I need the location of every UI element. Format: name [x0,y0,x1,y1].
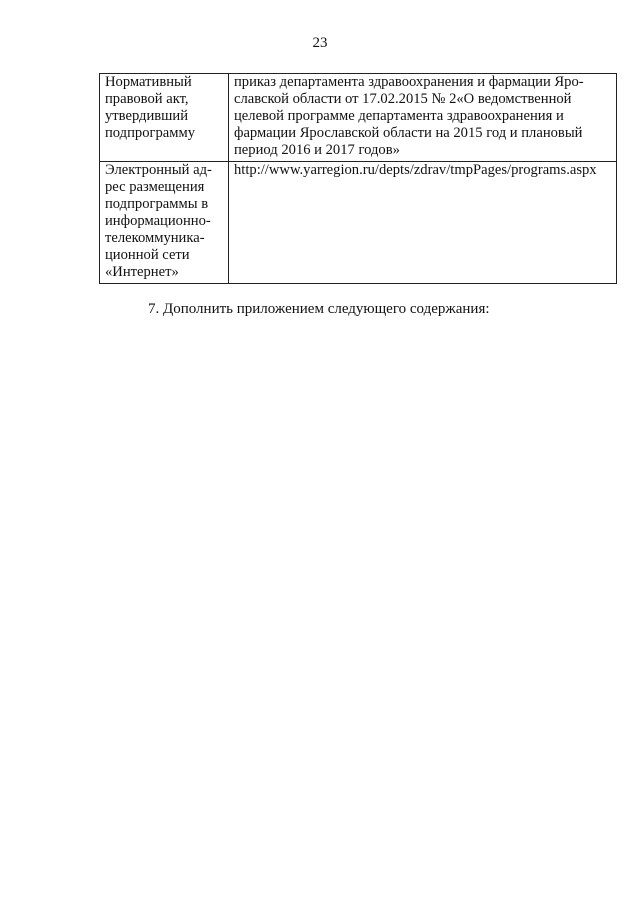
subprogram-info-table [99,73,617,284]
table-row [100,162,617,284]
page-number: 23 [312,35,328,51]
row-label-electronic-address: Электронный ад- рес размещения подпрограммы в информационно- телекоммуника- ционной сети «Интернет» [100,162,229,284]
row-label-normative-act: Нормативный правовой акт, утвердивший подпрограмму [100,74,229,162]
row-value-electronic-address[interactable]: http://www.yarregion.ru/depts/zdrav/tmpPages/programs.aspx [229,162,617,284]
amendment-paragraph: 7. Дополнить приложением следующего содержания: [148,301,490,317]
table-row [100,74,617,162]
row-value-normative-act: приказ департамента здравоохранения и фармации Яро- славской области от 17.02.2015 № 2«О ведомственной целевой программе департамента здравоохранения и фармации Ярославской области на 2015 год и плановый период 2016 и 2017 годов» [229,74,617,162]
